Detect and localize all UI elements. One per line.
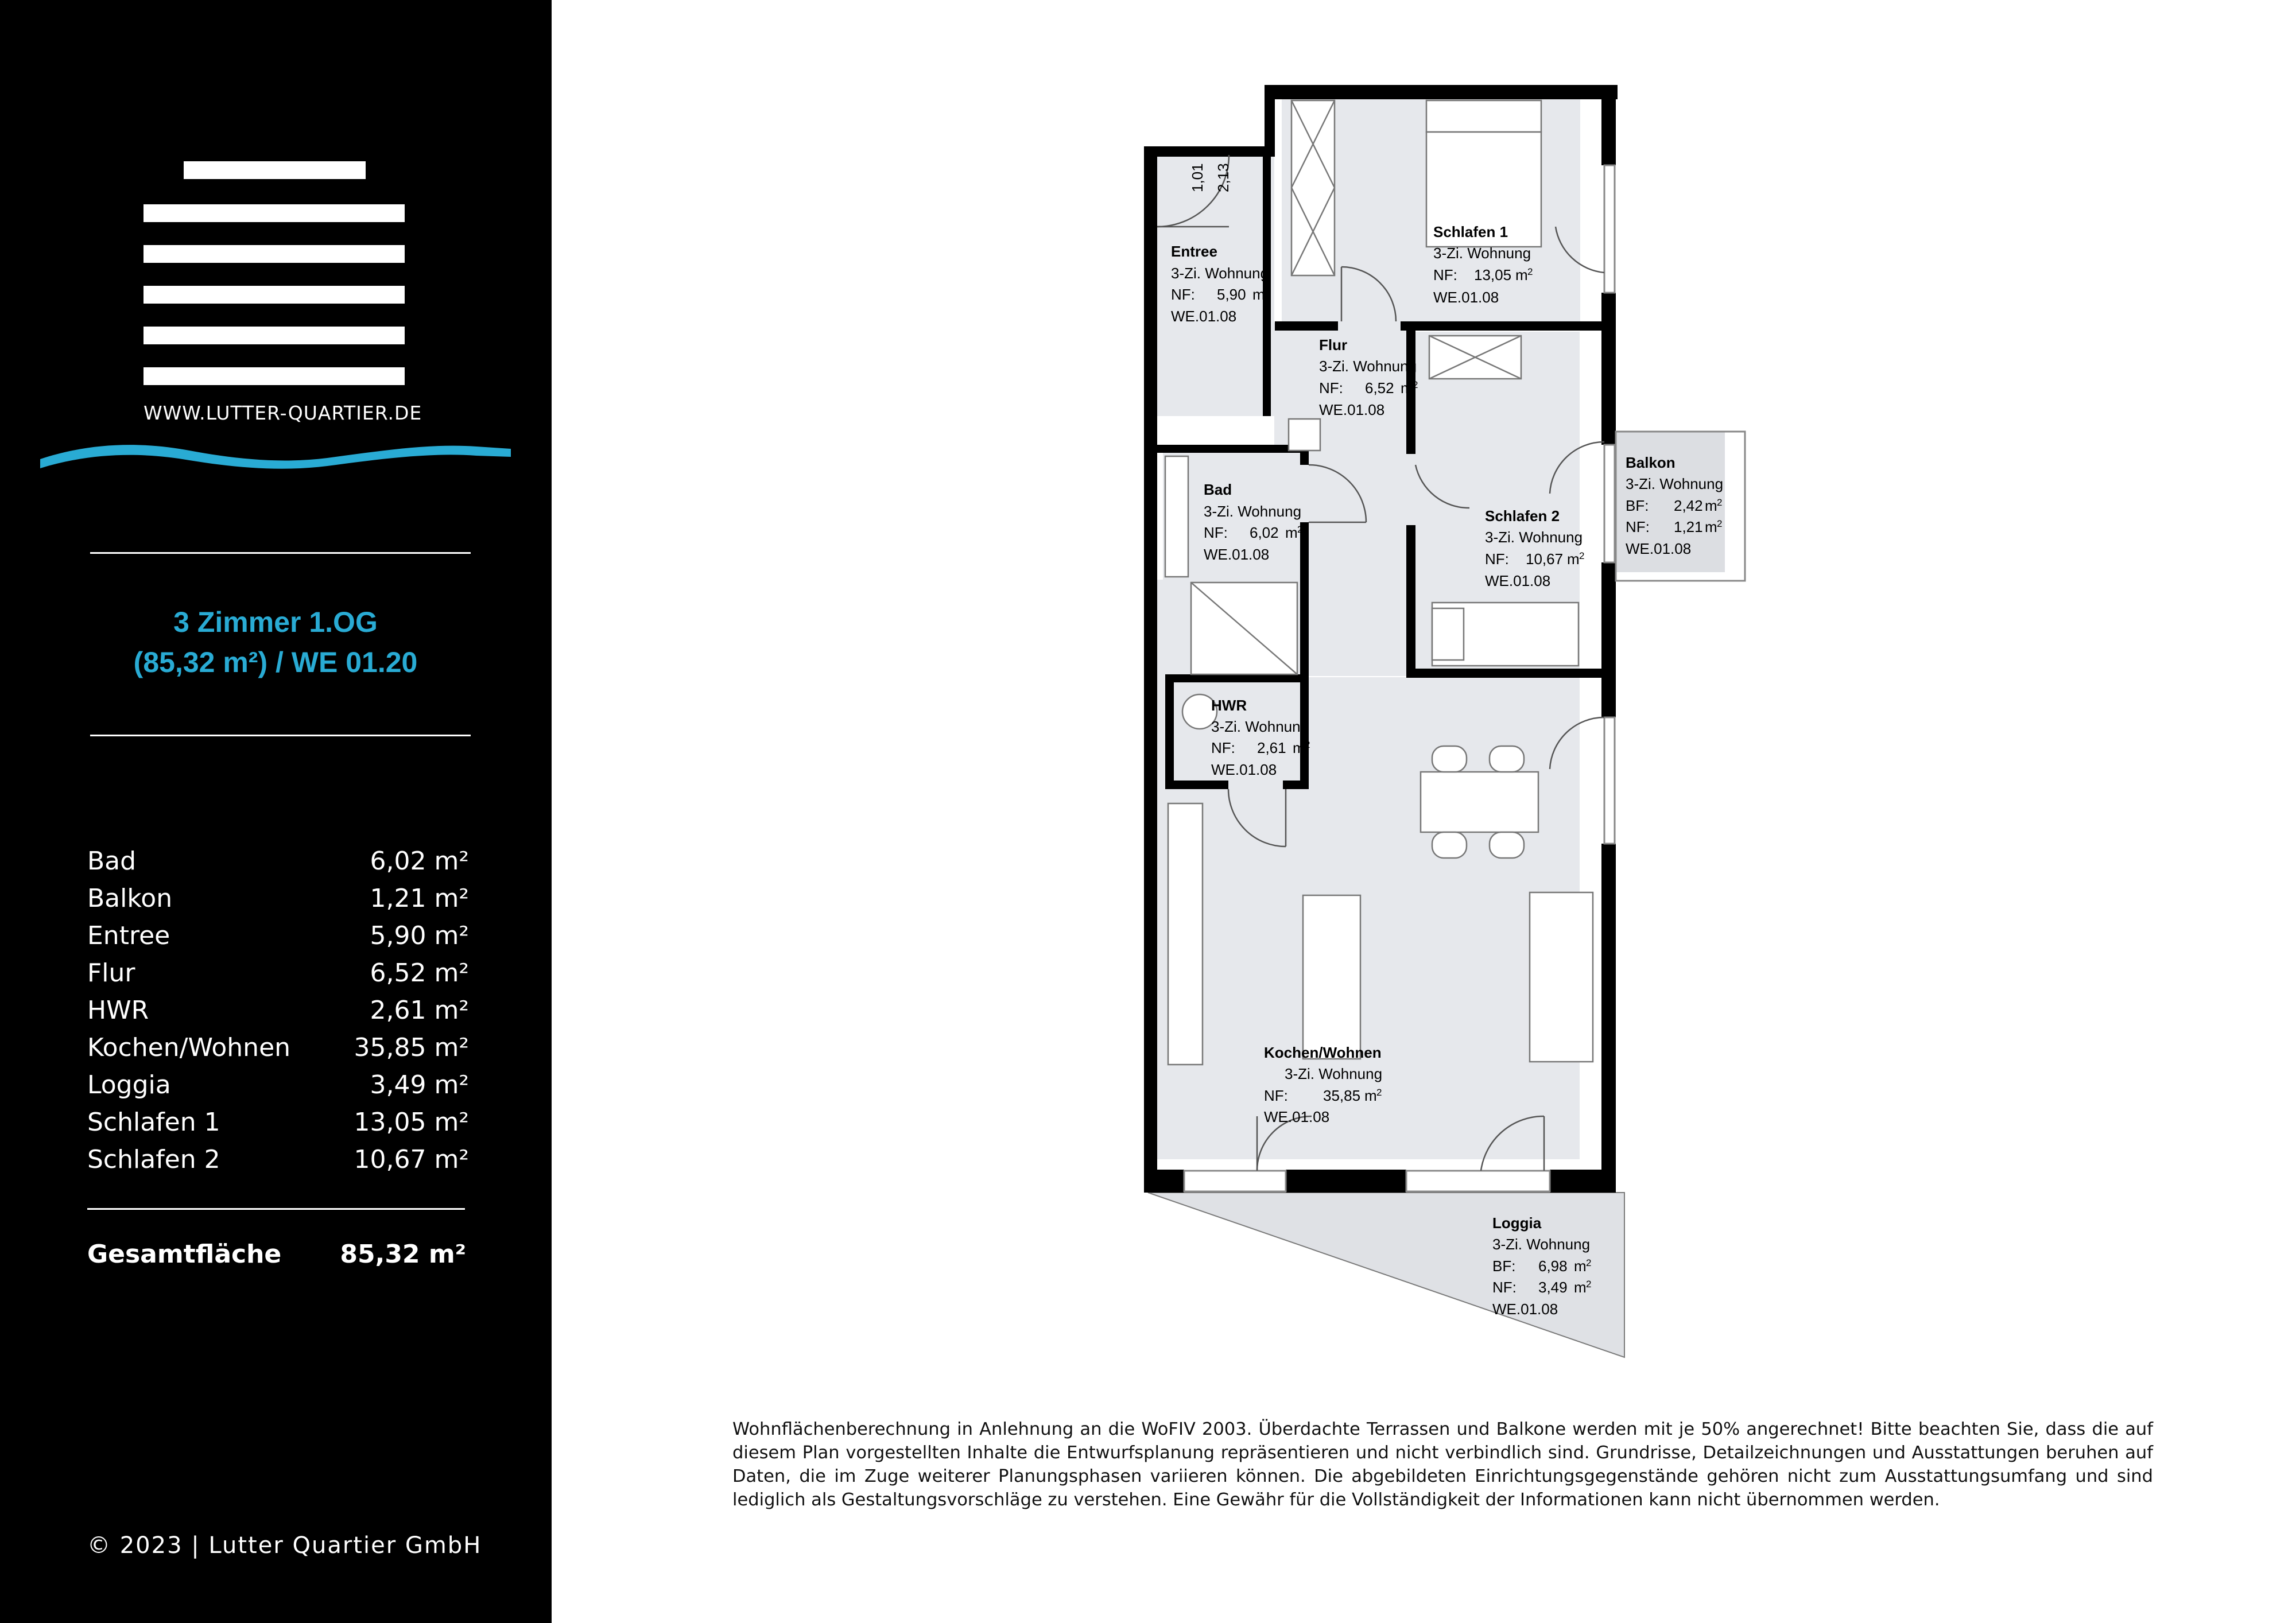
room-nf-label: NF: <box>1171 286 1195 303</box>
room-name: Entree <box>1171 243 1217 260</box>
room-we: WE.01.08 <box>1211 761 1277 778</box>
unit-m: m <box>1574 1279 1587 1296</box>
area-value: 5,90 m² <box>370 921 469 950</box>
unit-subtitle: (85,32 m²) / WE 01.20 <box>133 646 418 678</box>
area-name: Balkon <box>87 884 173 913</box>
unit-m: m <box>1401 379 1413 397</box>
room-type: 3-Zi. Wohnung <box>1171 265 1269 282</box>
room-bf-label: BF: <box>1492 1257 1516 1275</box>
unit-m: m <box>1285 524 1298 541</box>
room-nf-label: NF: <box>1485 550 1509 568</box>
room-nf-label: NF: <box>1264 1087 1288 1104</box>
room-name: Bad <box>1204 481 1232 498</box>
room-nf-label: NF: <box>1319 379 1343 397</box>
area-name: Bad <box>87 847 137 876</box>
room-bf-value: 6,98 <box>1538 1257 1568 1275</box>
room-nf-value: 10,67 <box>1526 550 1564 568</box>
room-type: 3-Zi. Wohnung <box>1319 358 1417 375</box>
unit-m: m <box>1293 739 1305 756</box>
room-type: 3-Zi. Wohnung <box>1492 1236 1591 1253</box>
unit-exp: 2 <box>1717 497 1723 508</box>
room-bf-value: 2,42 <box>1674 497 1703 514</box>
room-name: Flur <box>1319 336 1348 354</box>
room-we: WE.01.08 <box>1433 289 1499 306</box>
room-nf-value: 5,90 <box>1217 286 1246 303</box>
area-name: Loggia <box>87 1070 171 1100</box>
area-value: 3,49 m² <box>370 1070 469 1100</box>
unit-exp: 2 <box>1527 266 1533 277</box>
room-nf-label: NF: <box>1626 518 1650 535</box>
room-we: WE.01.08 <box>1264 1108 1330 1125</box>
room-we: WE.01.08 <box>1485 572 1551 589</box>
unit-exp: 2 <box>1586 1257 1592 1268</box>
room-type: 3-Zi. Wohnung <box>1211 718 1309 735</box>
unit-m: m <box>1252 286 1265 303</box>
room-we: WE.01.08 <box>1319 401 1385 418</box>
loggia-area <box>1148 1193 1624 1357</box>
unit-exp: 2 <box>1579 550 1585 561</box>
area-value: 35,85 m² <box>354 1033 469 1062</box>
room-nf-value: 1,21 <box>1674 518 1703 535</box>
unit-m: m <box>1705 518 1717 535</box>
room-nf-value: 6,02 <box>1250 524 1279 541</box>
room-nf-value: 3,49 <box>1538 1279 1568 1296</box>
area-value: 6,02 m² <box>370 847 469 876</box>
unit-exp: 2 <box>1717 518 1723 529</box>
room-nf-value: 6,52 <box>1365 379 1394 397</box>
room-bf-label: BF: <box>1626 497 1649 514</box>
area-value: 6,52 m² <box>370 958 469 988</box>
unit-m: m <box>1574 1257 1587 1275</box>
total-value: 85,32 m² <box>340 1240 466 1269</box>
room-type: 3-Zi. Wohnung <box>1204 503 1302 520</box>
room-type: 3-Zi. Wohnung <box>1626 475 1724 492</box>
room-nf-value: 13,05 <box>1474 266 1512 284</box>
copyright: © 2023 | Lutter Quartier GmbH <box>87 1532 482 1559</box>
area-name: Schlafen 1 <box>87 1108 220 1137</box>
disclaimer-text: Wohnflächenberechnung in Anlehnung an die WoFIV 2003. Überdachte Terrassen und Balkone werden mit je 50% angerechnet! Bitte beachten Sie, dass die auf diesem Plan vorgestellten Inhalte die Entwurfsplanung repräsentieren und nicht verbindlich sind. Grundrisse, Detailzeichnungen und Ausstattungen beruhen auf Daten, die im Zuge weiterer Planungsphasen variieren können. Die abgebildeten Einrichtungsgegenstände gehören nicht zum Ausstattungsumfang und sind lediglich als Gestaltungsvorschläge zu verstehen. Eine Gewähr für die Vollständigkeit der Informationen kann nicht übernommen werden. <box>732 1419 2153 1510</box>
unit-title: 3 Zimmer 1.OG <box>173 606 378 638</box>
area-name: HWR <box>87 996 149 1025</box>
room-nf-value: 35,85 <box>1323 1087 1361 1104</box>
room-type: 3-Zi. Wohnung <box>1485 529 1583 546</box>
unit-exp: 2 <box>1297 524 1303 535</box>
area-value: 1,21 m² <box>370 884 469 913</box>
dim-height: 2,13 <box>1215 163 1232 192</box>
unit-m: m <box>1515 266 1528 284</box>
area-name: Entree <box>87 921 170 950</box>
room-nf-label: NF: <box>1204 524 1228 541</box>
unit-exp: 2 <box>1413 379 1418 390</box>
unit-exp: 2 <box>1305 739 1310 750</box>
website-url[interactable]: WWW.LUTTER-QUARTIER.DE <box>144 402 422 424</box>
room-nf-label: NF: <box>1211 739 1235 756</box>
unit-exp: 2 <box>1586 1279 1592 1290</box>
room-name: Kochen/Wohnen <box>1264 1044 1382 1061</box>
room-name: Schlafen 1 <box>1433 223 1508 240</box>
room-nf-value: 2,61 <box>1257 739 1286 756</box>
room-we: WE.01.08 <box>1204 546 1270 563</box>
area-name: Schlafen 2 <box>87 1145 220 1174</box>
area-value: 10,67 m² <box>354 1145 469 1174</box>
unit-m: m <box>1364 1087 1377 1104</box>
unit-exp: 2 <box>1265 286 1270 297</box>
room-we: WE.01.08 <box>1492 1300 1558 1318</box>
room-nf-label: NF: <box>1492 1279 1517 1296</box>
room-name: Loggia <box>1492 1214 1542 1232</box>
total-label: Gesamtfläche <box>87 1240 282 1269</box>
room-name: HWR <box>1211 697 1247 714</box>
dim-width: 1,01 <box>1189 163 1206 192</box>
room-type: 3-Zi. Wohnung <box>1285 1065 1383 1082</box>
room-nf-label: NF: <box>1433 266 1457 284</box>
unit-m: m <box>1705 497 1717 514</box>
area-value: 2,61 m² <box>370 996 469 1025</box>
room-we: WE.01.08 <box>1626 540 1692 557</box>
area-name: Kochen/Wohnen <box>87 1033 291 1062</box>
room-we: WE.01.08 <box>1171 308 1237 325</box>
room-name: Balkon <box>1626 454 1676 471</box>
room-type: 3-Zi. Wohnung <box>1433 244 1531 262</box>
area-value: 13,05 m² <box>354 1108 469 1137</box>
area-name: Flur <box>87 958 135 988</box>
unit-exp: 2 <box>1376 1087 1382 1098</box>
unit-m: m <box>1567 550 1580 568</box>
room-name: Schlafen 2 <box>1485 507 1560 525</box>
